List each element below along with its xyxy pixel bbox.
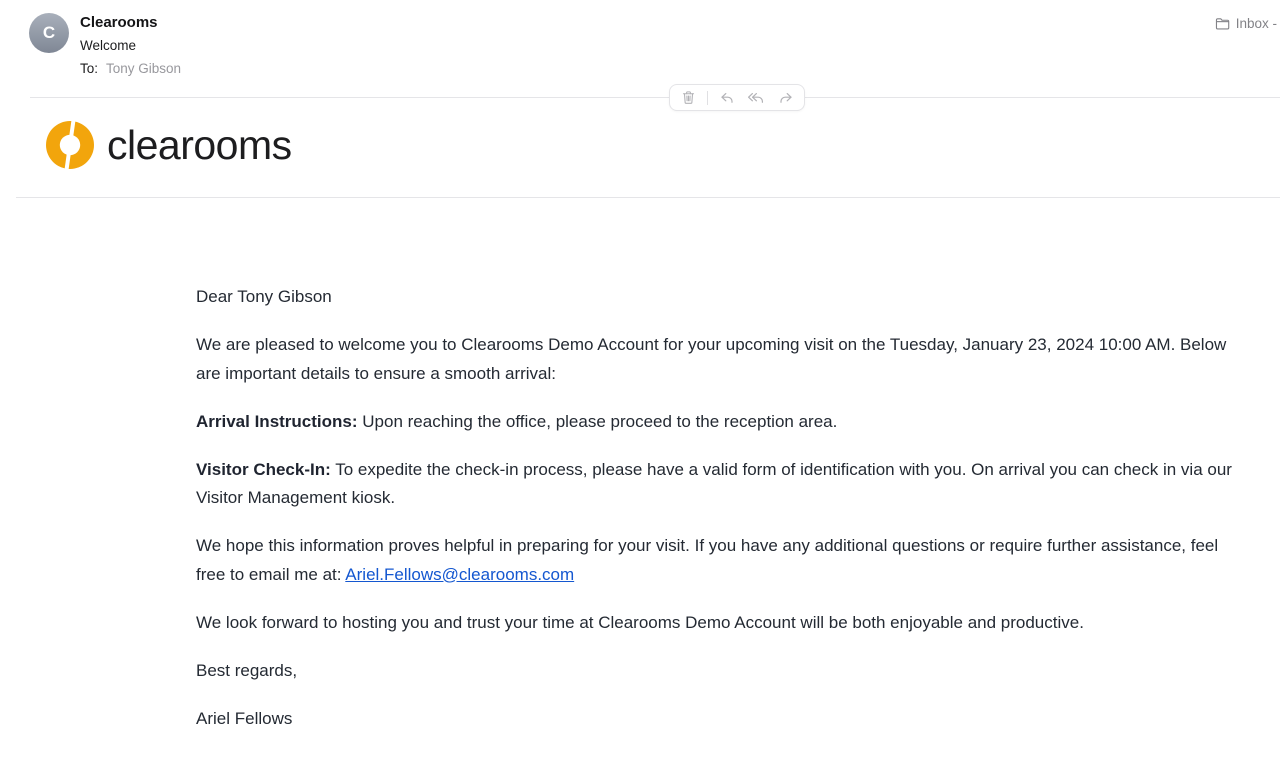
- message-header: [0, 0, 1280, 97]
- email-paragraph: [196, 331, 1248, 388]
- to-line: [80, 61, 181, 76]
- text-run: We hope this information proves helpful in preparing for your visit. If you have any additional questions or require further assistance, feel free to email me at:: [196, 536, 1219, 584]
- text-run: To expedite the check-in process, please have a valid form of identification with you. On arrival you can check in via our Visitor Management kiosk.: [196, 459, 1232, 507]
- text-run: Best regards,: [196, 660, 298, 680]
- avatar-letter: C: [42, 23, 56, 42]
- clearooms-logo: [45, 120, 292, 170]
- clearooms-logo-icon: [45, 120, 95, 170]
- text-run: Ariel Fellows: [196, 708, 293, 728]
- text-run: Dear Tony Gibson: [196, 287, 332, 306]
- trash-icon[interactable]: [678, 87, 700, 109]
- sender-name: Clearooms: [80, 14, 158, 31]
- bold-label: Visitor Check-In:: [196, 459, 331, 479]
- text-run: We are pleased to welcome you to Clearooms Demo Account for your upcoming visit on the Tuesday, January 23, 2024 10:00 AM. Below are important details to ensure a smooth arrival:: [196, 335, 1227, 383]
- recipient-name[interactable]: Tony Gibson: [106, 61, 182, 76]
- email-paragraph: [196, 532, 1248, 589]
- email-paragraph: [196, 408, 1248, 437]
- bold-label: Arrival Instructions:: [196, 411, 358, 431]
- email-paragraph: [196, 456, 1248, 513]
- header-divider: [30, 97, 1280, 98]
- mailbox-indicator[interactable]: [1215, 16, 1277, 31]
- folder-icon: [1215, 17, 1230, 30]
- sender-avatar: [29, 13, 69, 53]
- email-paragraph: [196, 283, 1248, 312]
- reply-all-icon[interactable]: [745, 87, 767, 109]
- subject-line: Welcome: [80, 38, 137, 53]
- text-run: We look forward to hosting you and trust your time at Clearooms Demo Account will be both enjoyable and productive.: [196, 612, 1084, 632]
- message-toolbar: [669, 84, 805, 111]
- email-body: [0, 198, 1280, 769]
- toolbar-divider: [707, 91, 708, 105]
- reply-icon[interactable]: [716, 87, 738, 109]
- forward-icon[interactable]: [775, 87, 797, 109]
- email-address-link[interactable]: Ariel.Fellows@clearooms.com: [345, 564, 575, 584]
- text-run: Upon reaching the office, please proceed to the reception area.: [357, 411, 838, 431]
- email-paragraph: [196, 705, 1248, 734]
- clearooms-wordmark: clearooms: [107, 121, 292, 168]
- email-paragraph: [196, 657, 1248, 686]
- mailbox-label: Inbox -: [1235, 16, 1277, 31]
- email-paragraph: [196, 609, 1248, 638]
- to-label: To:: [80, 61, 99, 76]
